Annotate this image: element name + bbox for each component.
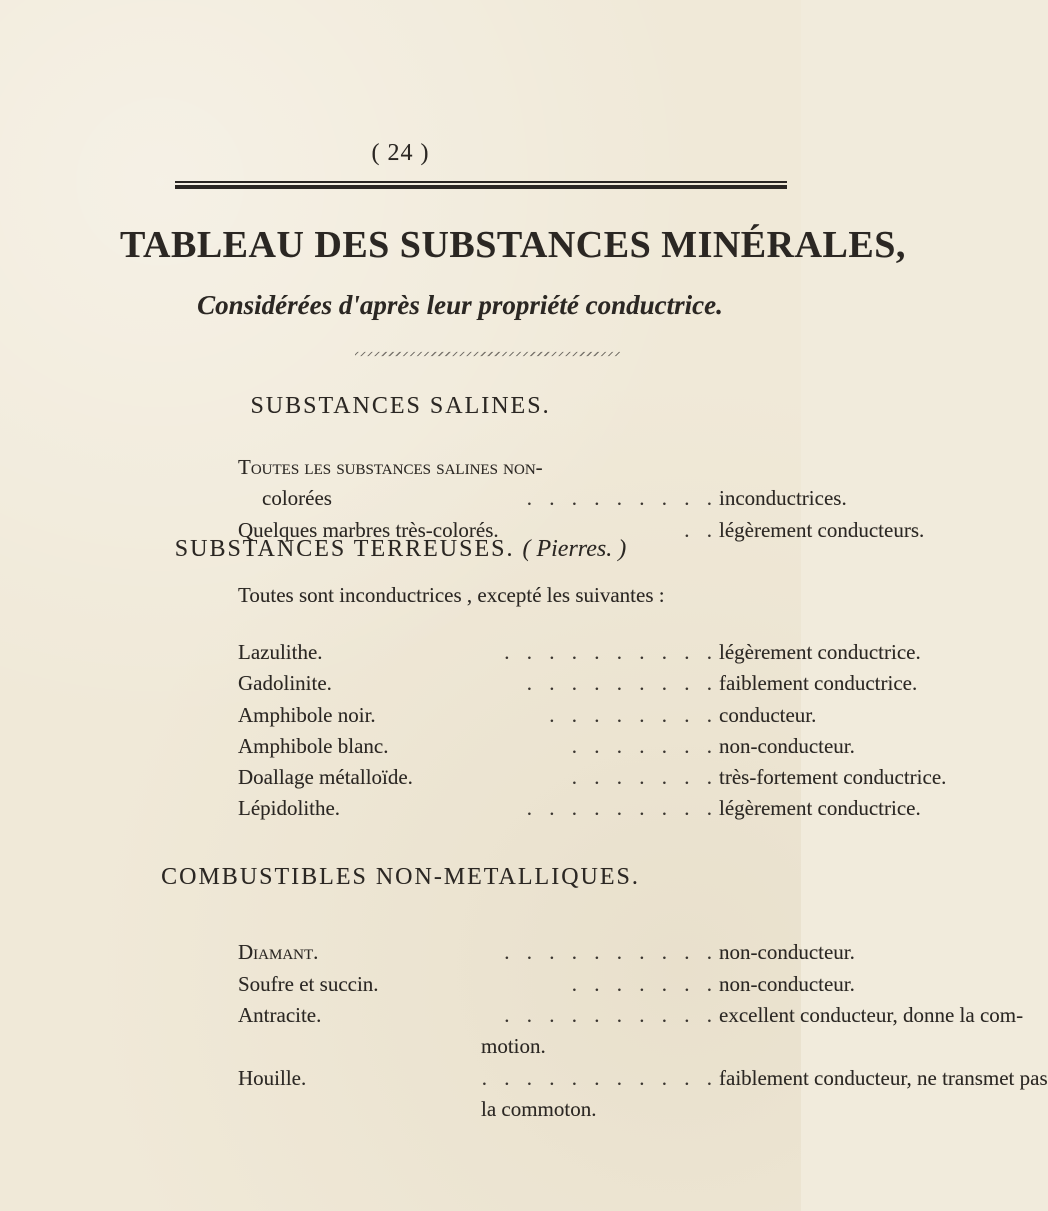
row-value: non-conducteur. <box>719 734 855 758</box>
section-title-combustibles: COMBUSTIBLES NON-METALLIQUES. <box>161 864 640 890</box>
row-value: non-conducteur. <box>719 940 855 964</box>
row-name: Gadolinite. <box>238 671 332 695</box>
row-dots: . . . . . . . <box>571 972 718 996</box>
row-name: Quelques marbres très-colorés. <box>238 518 499 542</box>
double-rule-divider <box>175 181 787 189</box>
row-name: Amphibole blanc. <box>238 734 389 758</box>
page-subtitle: Considérées d'après leur propriété conductrice. <box>197 290 723 320</box>
row-name: Houille. <box>238 1066 307 1090</box>
row-name: Lazulithe. <box>238 640 323 664</box>
row-name: Doallage métalloïde. <box>238 765 413 789</box>
row-name: Lépidolithe. <box>238 796 341 820</box>
row-name: Antracite. <box>238 1003 322 1027</box>
row-value-continuation: la commoton. <box>481 1097 597 1121</box>
row-name-text: Toutes les substances salines non- <box>238 455 543 479</box>
row-value: non-conducteur. <box>719 972 855 996</box>
row-dots: . . . . . . . . . <box>526 671 718 695</box>
row-dots: . . . . . . . <box>571 734 718 758</box>
ornament-divider <box>355 347 620 361</box>
section-intro: Toutes sont inconductrices , excepté les suivantes : <box>238 583 665 607</box>
section-title-salines: SUBSTANCES SALINES. <box>250 393 551 419</box>
page-number: ( 24 ) <box>371 140 430 166</box>
row-value: faiblement conducteur, ne transmet pas <box>719 1066 1048 1090</box>
row-dots: . . . . . . . . . <box>526 796 718 820</box>
row-value: excellent conducteur, donne la com- <box>719 1003 1024 1027</box>
row-name-cont: colorées <box>262 486 332 510</box>
row-value-continuation: motion. <box>481 1034 546 1058</box>
row-dots: . . . . . . . <box>571 765 718 789</box>
row-dots: . . . . . . . . . <box>526 486 718 510</box>
row-value: légèrement conductrice. <box>719 640 921 664</box>
row-name: Diamant. <box>238 940 319 964</box>
row-dots: . . . . . . . . . . <box>504 640 718 664</box>
row-value: très-fortement conductrice. <box>719 765 947 789</box>
row-name: Soufre et succin. <box>238 972 379 996</box>
row-name <box>238 455 543 480</box>
row-dots: . . <box>684 518 718 542</box>
row-name: Amphibole noir. <box>238 703 376 727</box>
row-dots: . . . . . . . . <box>549 703 718 727</box>
row-value: faiblement conductrice. <box>719 671 918 695</box>
row-value: inconductrices. <box>719 486 847 510</box>
section-title-terreuses <box>0 536 801 563</box>
row-dots: . . . . . . . . . . <box>504 940 718 964</box>
row-value: légèrement conductrice. <box>719 796 921 820</box>
page-title: TABLEAU DES SUBSTANCES MINÉRALES, <box>120 224 906 266</box>
row-dots: . . . . . . . . . . <box>504 1003 718 1027</box>
row-dots: . . . . . . . . . . . <box>481 1066 718 1090</box>
section-title-note: ( Pierres. ) <box>522 536 627 562</box>
row-value: conducteur. <box>719 703 817 727</box>
section-title-text: SUBSTANCES TERREUSES. <box>174 536 515 562</box>
row-value: légèrement conducteurs. <box>719 518 925 542</box>
